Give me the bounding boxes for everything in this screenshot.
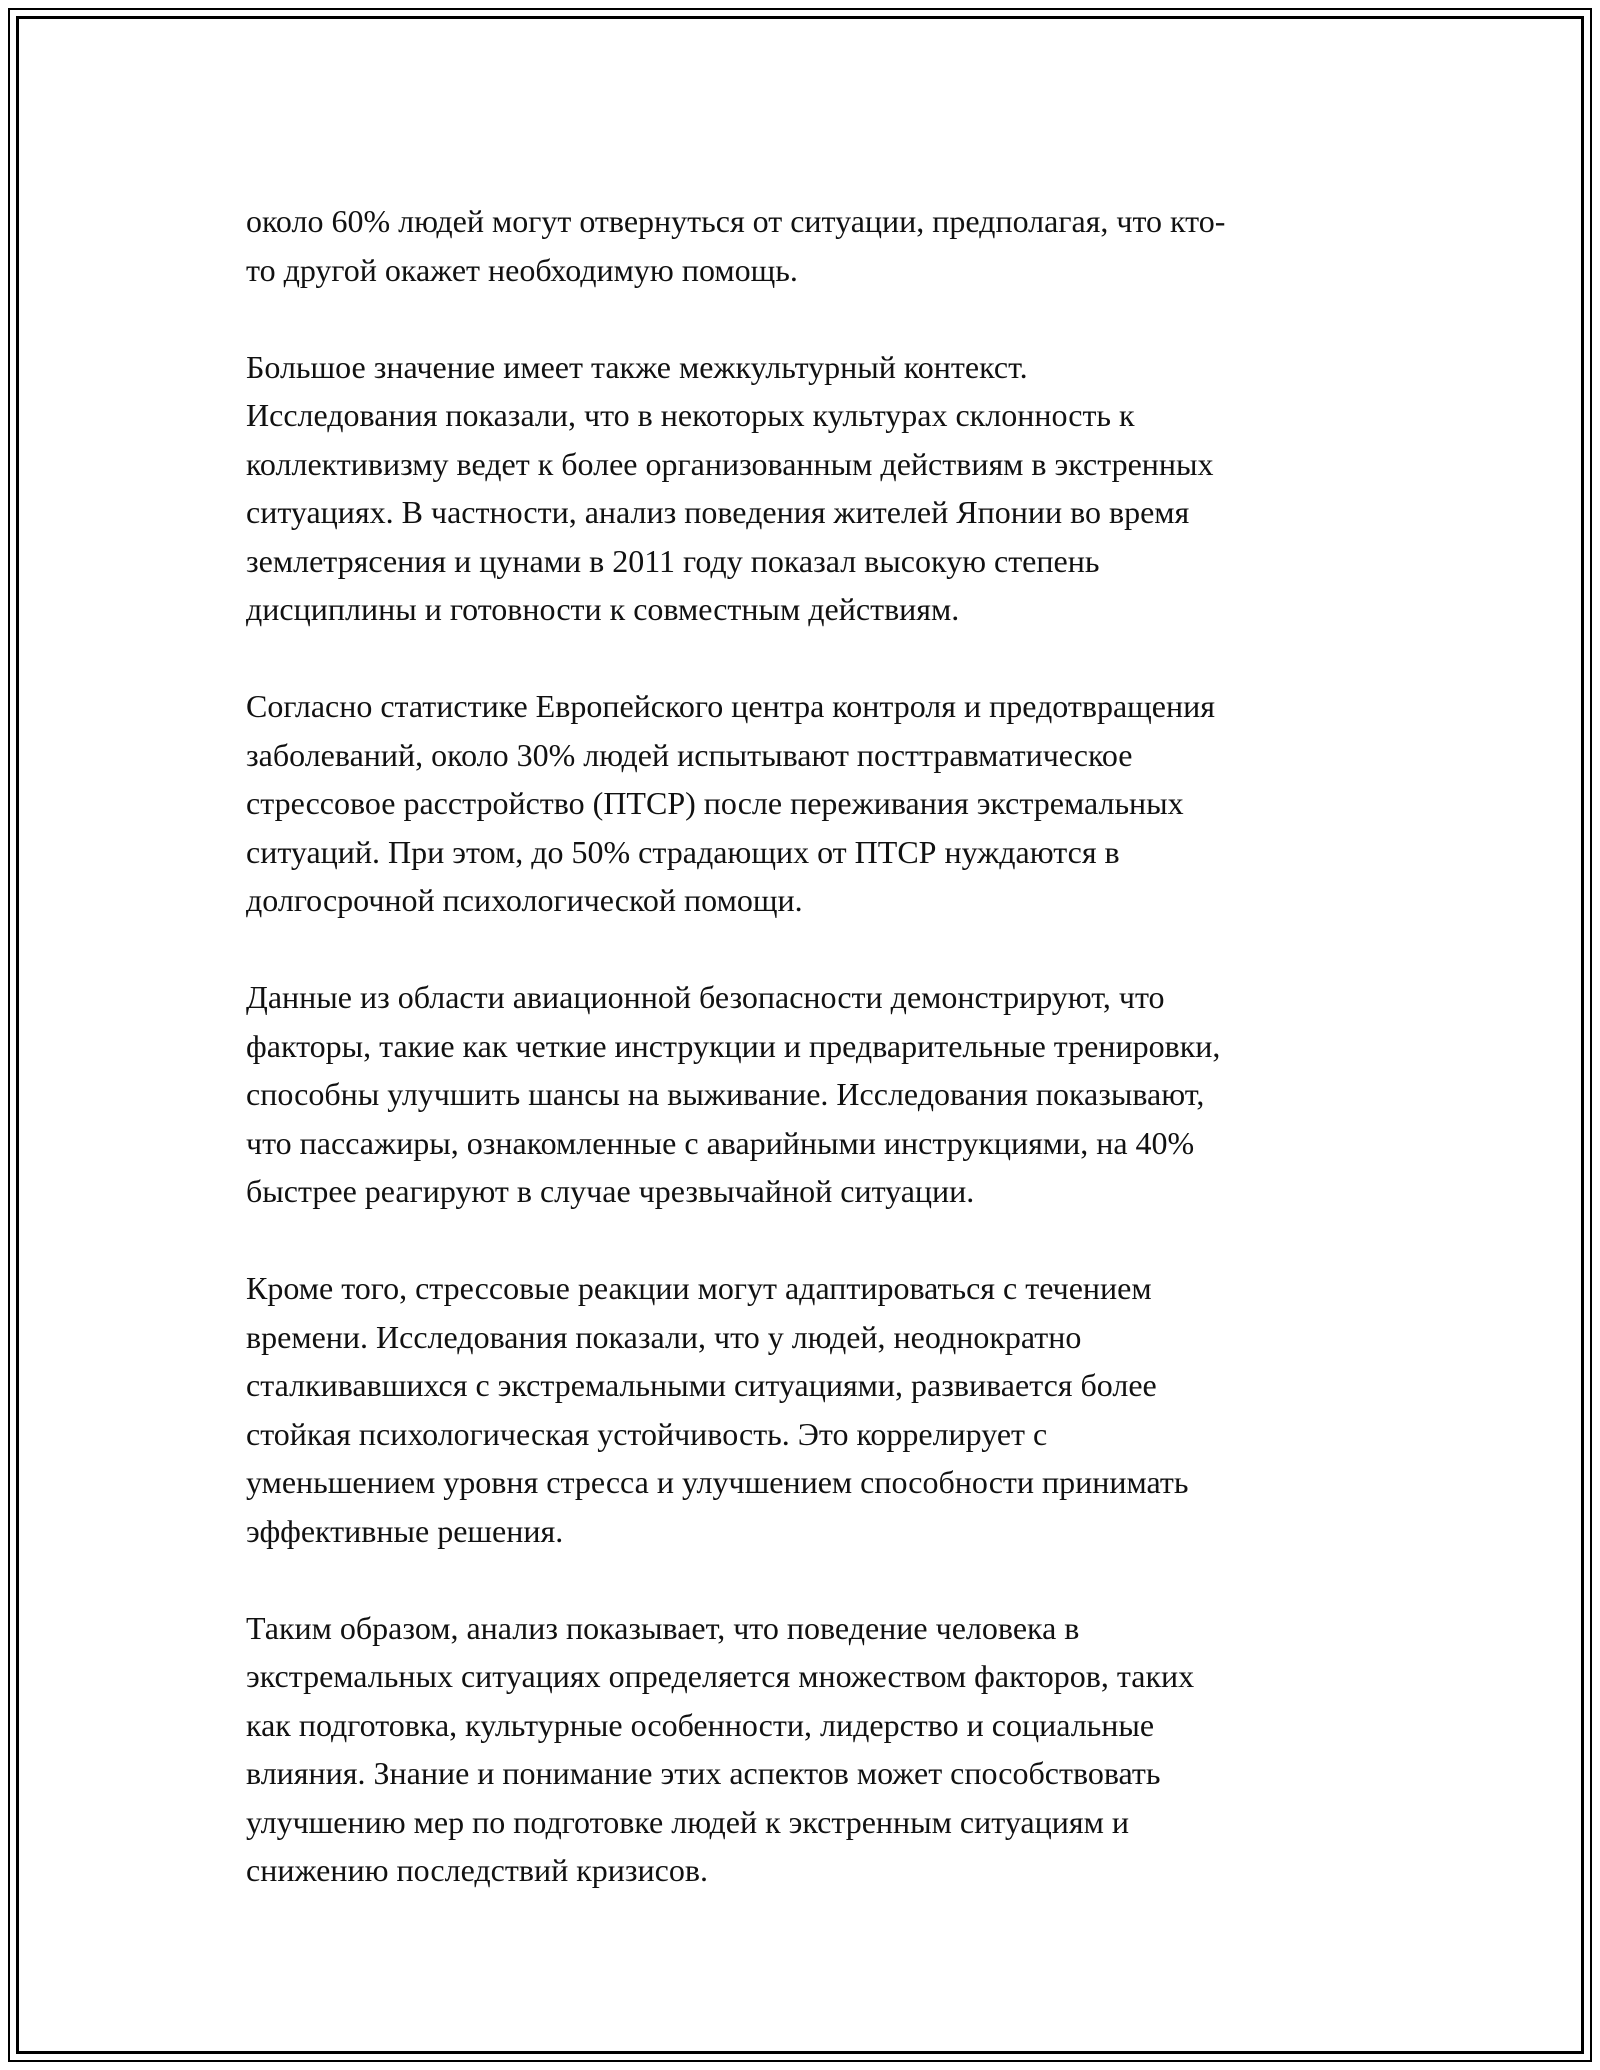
paragraph xyxy=(246,973,1386,1216)
text-line: долгосрочной психологической помощи. xyxy=(246,882,803,918)
paragraph xyxy=(246,343,1386,634)
text-line: Таким образом, анализ показывает, что поведение человека в xyxy=(246,1609,1080,1646)
text-line: экстремальных ситуациях определяется множеством факторов, таких xyxy=(246,1658,1195,1694)
text-line: факторы, такие как четкие инструкции и предварительные тренировки, xyxy=(246,1027,1221,1064)
text-line: землетрясения и цунами в 2011 году показал высокую степень xyxy=(246,542,1100,579)
text-line: как подготовка, культурные особенности, лидерство и социальные xyxy=(246,1706,1155,1743)
text-line: способны улучшить шансы на выживание. Исследования показывают, xyxy=(246,1076,1205,1112)
text-line: дисциплины и готовности к совместным действиям. xyxy=(246,591,960,627)
text-line: времени. Исследования показали, что у людей, неоднократно xyxy=(246,1318,1082,1355)
text-line: быстрее реагируют в случае чрезвычайной ситуации. xyxy=(246,1173,975,1209)
text-line: Данные из области авиационной безопасности демонстрируют, что xyxy=(246,979,1165,1015)
text-line: Согласно статистике Европейского центра контроля и предотвращения xyxy=(246,688,1215,724)
text-line: снижению последствий кризисов. xyxy=(246,1852,708,1888)
page-frame xyxy=(8,8,1592,2062)
text-line: заболеваний, около 30% людей испытывают посттравматическое xyxy=(246,736,1133,773)
text-line: что пассажиры, ознакомленные с аварийными инструкциями, на 40% xyxy=(246,1124,1195,1161)
text-line: около 60% людей могут отвернуться от ситуации, предполагая, что кто- xyxy=(246,203,1226,239)
text-line: улучшению мер по подготовке людей к экстренным ситуациям и xyxy=(246,1803,1129,1840)
text-line: стрессовое расстройство (ПТСР) после переживания экстремальных xyxy=(246,785,1184,821)
text-line: сталкивавшихся с экстремальными ситуациями, развивается более xyxy=(246,1367,1157,1403)
paragraph xyxy=(246,197,1386,294)
paragraph xyxy=(246,1264,1386,1555)
text-line: стойкая психологическая устойчивость. Это коррелирует с xyxy=(246,1415,1048,1452)
text-line: Кроме того, стрессовые реакции могут адаптироваться с течением xyxy=(246,1270,1152,1306)
text-line: эффективные решения. xyxy=(246,1512,564,1549)
text-line: коллективизму ведет к более организованным действиям в экстренных xyxy=(246,445,1214,482)
text-line: ситуациях. В частности, анализ поведения жителей Японии во время xyxy=(246,494,1190,530)
text-line: влияния. Знание и понимание этих аспектов может способствовать xyxy=(246,1755,1161,1791)
text-line: то другой окажет необходимую помощь. xyxy=(246,251,798,288)
text-line: Исследования показали, что в некоторых культурах склонность к xyxy=(246,397,1135,433)
paragraph xyxy=(246,1604,1386,1895)
document-body xyxy=(246,197,1386,1943)
paragraph xyxy=(246,682,1386,925)
text-line: Большое значение имеет также межкультурный контекст. xyxy=(246,348,1028,385)
text-line: ситуаций. При этом, до 50% страдающих от ПТСР нуждаются в xyxy=(246,833,1120,870)
text-line: уменьшением уровня стресса и улучшением способности принимать xyxy=(246,1464,1189,1500)
